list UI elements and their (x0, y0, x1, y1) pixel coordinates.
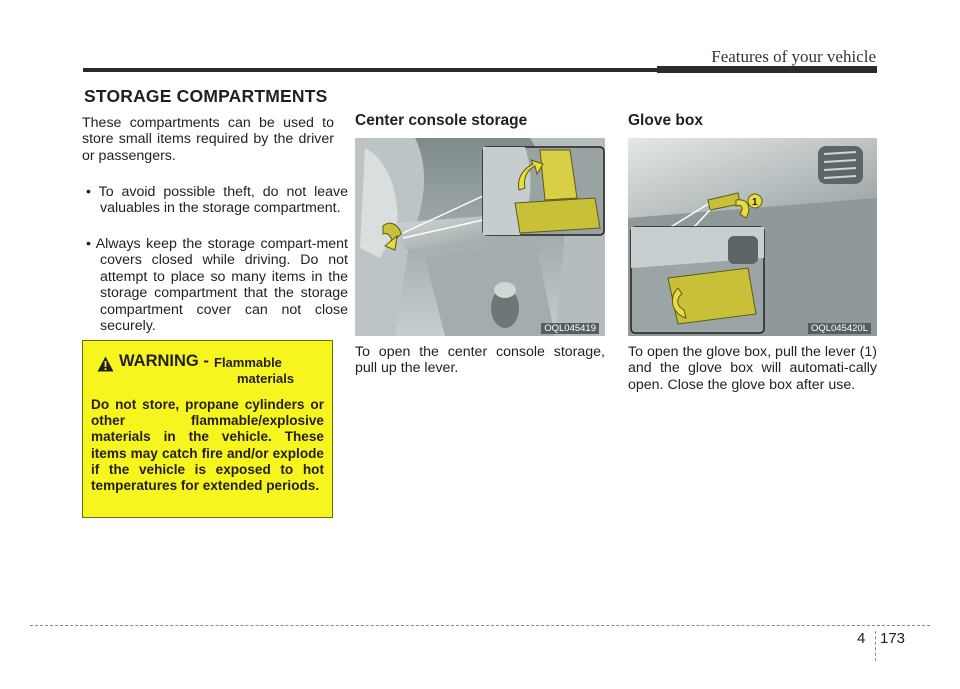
glove-box-text: To open the glove box, pull the lever (1) and the glove box will automati-cally open. Close the glove box after use. (628, 344, 877, 393)
section-title: STORAGE COMPARTMENTS (84, 86, 328, 106)
header-rule-tab (657, 66, 877, 73)
footer-divider (875, 631, 876, 661)
bullet-item: • Always keep the storage compart-ment covers closed while driving. Do not attempt to place so many items in the storage compartment that the storage compartment cover can not close securely. (86, 236, 348, 335)
bullet-item: • To avoid possible theft, do not leave valuables in the storage compartment. (86, 184, 348, 217)
intro-paragraph: These compartments can be used to store small items required by the driver or passengers. (82, 115, 334, 164)
footer-rule (30, 625, 930, 626)
running-title: Features of your vehicle (711, 47, 876, 66)
warning-subject-line2: materials (237, 371, 295, 386)
page-number: 173 (880, 630, 906, 647)
warning-box (82, 340, 333, 518)
glove-box-heading: Glove box (628, 112, 703, 129)
callout-number: 1 (752, 197, 758, 208)
center-console-illustration (355, 138, 605, 336)
chapter-number: 4 (857, 630, 866, 647)
header-rule (83, 68, 661, 72)
warning-triangle-icon (97, 356, 114, 372)
center-console-text: To open the center console storage, pull up the lever. (355, 344, 605, 377)
center-console-heading: Center console storage (355, 112, 528, 129)
glove-box-illustration (628, 138, 877, 336)
image-code: OQL045420L (808, 323, 871, 334)
center-console-image (355, 138, 605, 336)
image-code: OQL045419 (541, 323, 599, 334)
glove-box-image (628, 138, 877, 336)
warning-subject: Flammable (214, 355, 282, 370)
warning-word: WARNING - (119, 352, 209, 370)
warning-text: Do not store, propane cylinders or other flammable/explosive materials in the vehicle. These items may catch fire and/or explode if the vehicle is exposed to hot temperatures for extended periods. (91, 397, 324, 494)
